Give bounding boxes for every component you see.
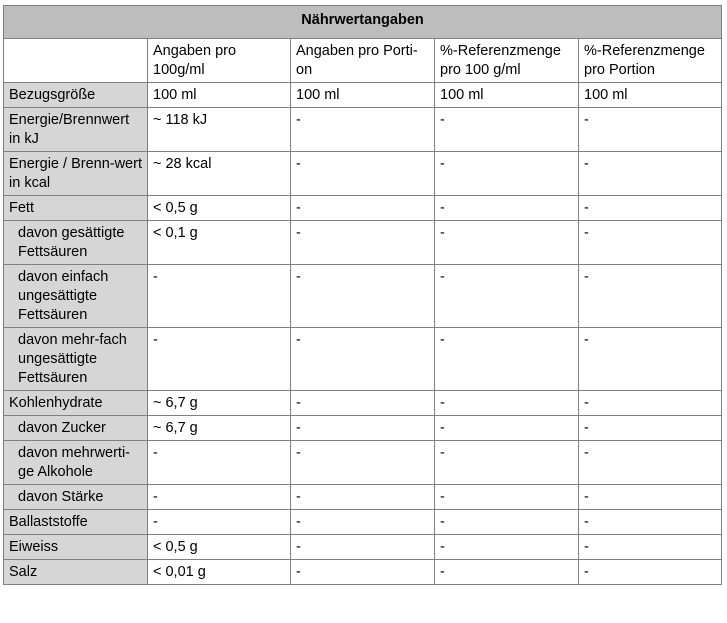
table-row [4,328,722,391]
value-cell: - [579,221,722,265]
table-row [4,108,722,152]
value-cell: - [291,416,435,441]
value-cell: - [291,196,435,221]
table-row [4,196,722,221]
value-cell: < 0,5 g [148,196,291,221]
value-cell: - [148,485,291,510]
value-cell: 100 ml [579,83,722,108]
value-cell: - [148,265,291,328]
table-body [4,83,722,585]
value-cell: - [435,510,579,535]
value-cell: - [291,265,435,328]
row-label: davon mehr-fach ungesättigte Fettsäuren [4,328,148,391]
column-header-ri-per-100: %-Referenzmenge pro 100 g/ml [435,39,579,83]
nutrition-table [3,5,722,585]
value-cell: - [291,328,435,391]
value-cell: - [148,328,291,391]
row-label: davon mehrwerti-ge Alkohole [4,441,148,485]
corner-cell [4,39,148,83]
value-cell: - [291,441,435,485]
row-label: davon gesättigte Fettsäuren [4,221,148,265]
value-cell: ~ 6,7 g [148,416,291,441]
value-cell: - [291,535,435,560]
table-row [4,535,722,560]
row-label: Kohlenhydrate [4,391,148,416]
value-cell: - [291,510,435,535]
row-label: davon Zucker [4,416,148,441]
value-cell: - [579,485,722,510]
value-cell: 100 ml [435,83,579,108]
value-cell: - [435,108,579,152]
table-row [4,221,722,265]
value-cell: - [291,391,435,416]
table-title: Nährwertangaben [4,6,722,39]
value-cell: - [435,265,579,328]
value-cell: - [435,485,579,510]
value-cell: - [291,152,435,196]
value-cell: - [579,510,722,535]
table-row [4,510,722,535]
value-cell: - [435,328,579,391]
table-row [4,560,722,585]
value-cell: - [579,152,722,196]
value-cell: - [579,535,722,560]
value-cell: - [435,152,579,196]
value-cell: ~ 6,7 g [148,391,291,416]
table-row [4,391,722,416]
value-cell: < 0,5 g [148,535,291,560]
column-header-per-100: Angaben pro 100g/ml [148,39,291,83]
value-cell: - [435,535,579,560]
value-cell: - [435,416,579,441]
value-cell: - [291,108,435,152]
value-cell: - [435,391,579,416]
table-row [4,152,722,196]
column-header-per-portion: Angaben pro Porti-on [291,39,435,83]
row-label: Bezugsgröße [4,83,148,108]
value-cell: - [291,485,435,510]
title-row [4,6,722,39]
table-row [4,485,722,510]
value-cell: < 0,01 g [148,560,291,585]
value-cell: ~ 28 kcal [148,152,291,196]
value-cell: - [579,108,722,152]
value-cell: < 0,1 g [148,221,291,265]
value-cell: - [579,328,722,391]
value-cell: - [435,441,579,485]
value-cell: 100 ml [148,83,291,108]
table-row [4,265,722,328]
row-label: Energie/Brennwert in kJ [4,108,148,152]
row-label: davon einfach ungesättigte Fettsäuren [4,265,148,328]
value-cell: - [579,391,722,416]
table-row [4,441,722,485]
value-cell: - [579,416,722,441]
column-header-row [4,39,722,83]
table-row [4,83,722,108]
value-cell: - [435,560,579,585]
row-label: Fett [4,196,148,221]
row-label: Salz [4,560,148,585]
value-cell: - [579,560,722,585]
value-cell: - [579,441,722,485]
row-label: Ballaststoffe [4,510,148,535]
value-cell: - [435,196,579,221]
value-cell: - [579,265,722,328]
table-row [4,416,722,441]
row-label: davon Stärke [4,485,148,510]
row-label: Energie / Brenn-wert in kcal [4,152,148,196]
column-header-ri-per-portion: %-Referenzmenge pro Portion [579,39,722,83]
value-cell: ~ 118 kJ [148,108,291,152]
value-cell: - [579,196,722,221]
value-cell: - [435,221,579,265]
value-cell: - [291,560,435,585]
value-cell: 100 ml [291,83,435,108]
value-cell: - [148,441,291,485]
value-cell: - [291,221,435,265]
value-cell: - [148,510,291,535]
row-label: Eiweiss [4,535,148,560]
